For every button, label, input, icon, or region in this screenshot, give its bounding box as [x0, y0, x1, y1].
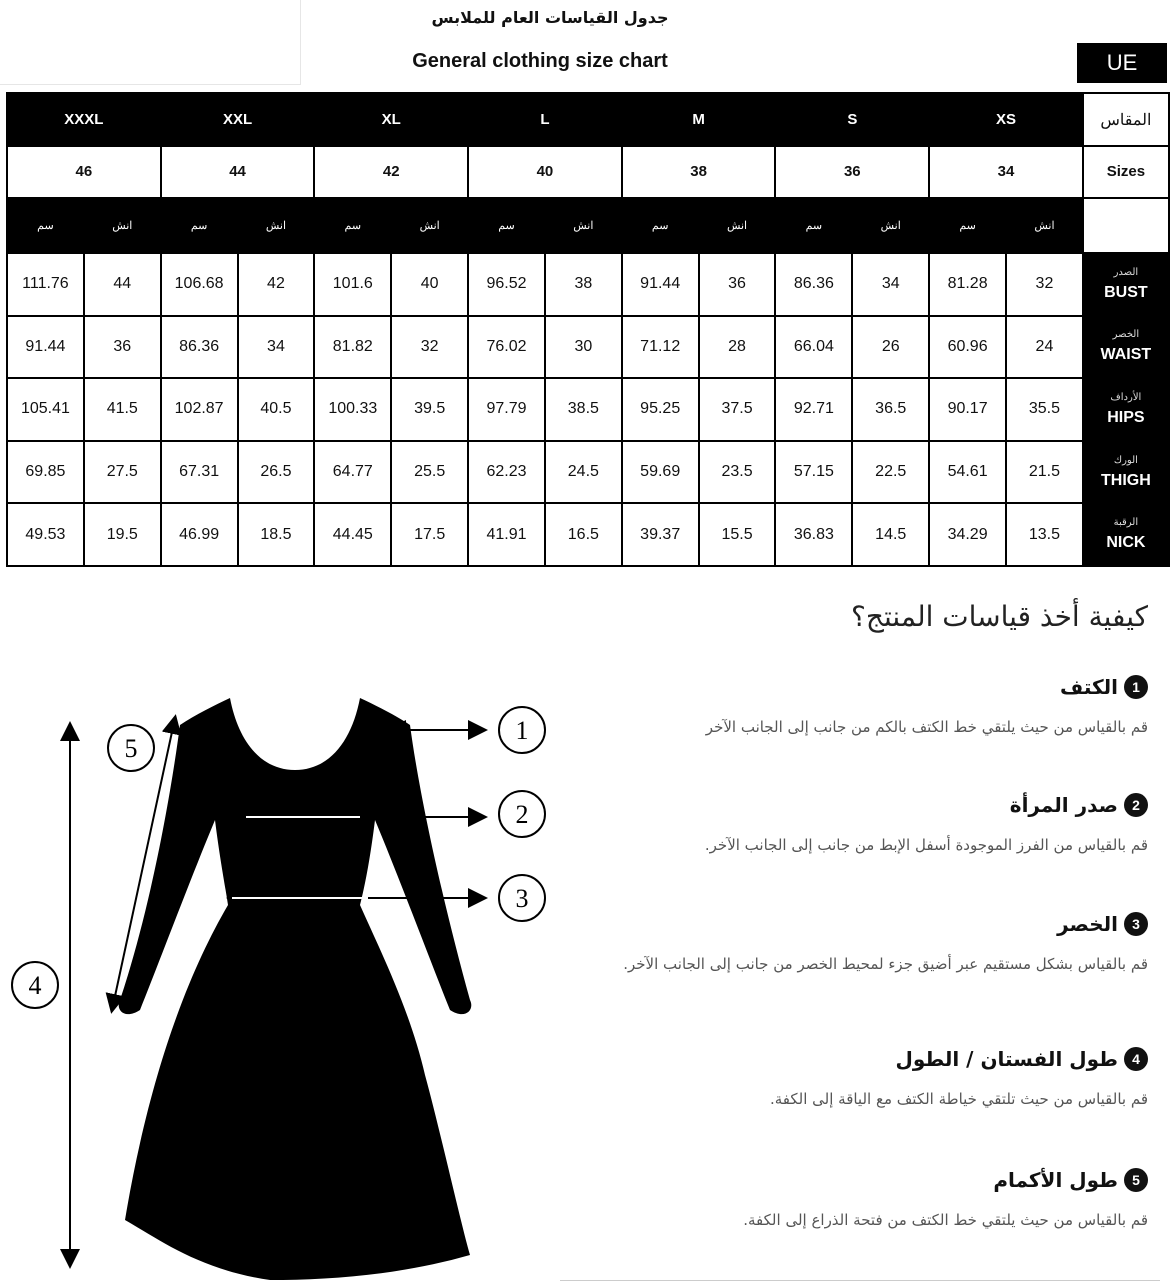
inch-value-cell: 18.5	[238, 503, 315, 566]
table-row-waist	[7, 316, 1169, 379]
table-row-thigh	[7, 441, 1169, 504]
inch-value-cell: 24.5	[545, 441, 622, 504]
inch-value-cell: 38.5	[545, 378, 622, 441]
blank-corner-box	[0, 0, 301, 85]
inch-value-cell: 39.5	[391, 378, 468, 441]
size-header-cell: S	[775, 93, 929, 146]
inch-value-cell: 36.5	[852, 378, 929, 441]
size-label-cell: المقاس	[1083, 93, 1169, 146]
cm-value-cell: 49.53	[7, 503, 84, 566]
cm-value-cell: 64.77	[314, 441, 391, 504]
howto-item-description: قم بالقياس من حيث يلتقي خط الكتف بالكم من جانب إلى الجانب الآخر	[705, 718, 1148, 736]
inch-value-cell: 17.5	[391, 503, 468, 566]
circle-label-2	[499, 791, 545, 837]
region-badge: UE	[1077, 43, 1167, 83]
cm-value-cell: 67.31	[161, 441, 238, 504]
measure-label-ar: الورك	[1113, 454, 1138, 466]
measure-label-en: BUST	[1104, 283, 1148, 301]
unit-cm-cell: سم	[468, 198, 545, 253]
cm-value-cell: 95.25	[622, 378, 699, 441]
size-number-cell: 44	[161, 146, 315, 197]
inch-value-cell: 15.5	[699, 503, 776, 566]
size-number-cell: 40	[468, 146, 622, 197]
inch-value-cell: 34	[238, 316, 315, 379]
inch-value-cell: 30	[545, 316, 622, 379]
howto-item-description: قم بالقياس من الفرز الموجودة أسفل الإبط من جانب إلى الجانب الآخر.	[704, 836, 1148, 854]
unit-inch-cell: انش	[699, 198, 776, 253]
cm-value-cell: 92.71	[775, 378, 852, 441]
howto-item-2	[588, 793, 1148, 857]
unit-inch-cell: انش	[545, 198, 622, 253]
howto-item-title: الكتف	[1060, 675, 1118, 699]
inch-value-cell: 22.5	[852, 441, 929, 504]
cm-value-cell: 54.61	[929, 441, 1006, 504]
howto-item-4	[588, 1047, 1148, 1111]
unit-inch-cell: انش	[84, 198, 161, 253]
size-number-cell: 38	[622, 146, 776, 197]
inch-value-cell: 35.5	[1006, 378, 1083, 441]
howto-item-description: قم بالقياس من حيث يلتقي خط الكتف من فتحة الذراع إلى الكفة.	[743, 1211, 1148, 1229]
svg-text:5: 5	[124, 734, 138, 763]
measure-label-en: NICK	[1106, 534, 1146, 552]
inch-value-cell: 32	[1006, 253, 1083, 316]
howto-item-header	[588, 675, 1148, 699]
table-row-units	[7, 198, 1169, 253]
cm-value-cell: 90.17	[929, 378, 1006, 441]
number-badge-icon: 3	[1124, 912, 1148, 936]
table-row-hips	[7, 378, 1169, 441]
circle-label-4	[12, 962, 58, 1008]
svg-text:3: 3	[515, 884, 529, 913]
measure-label-ar: الرقبة	[1113, 517, 1139, 529]
cm-value-cell: 96.52	[468, 253, 545, 316]
unit-cm-cell: سم	[7, 198, 84, 253]
unit-cm-cell: سم	[775, 198, 852, 253]
unit-cm-cell: سم	[929, 198, 1006, 253]
cm-value-cell: 71.12	[622, 316, 699, 379]
cm-value-cell: 86.36	[775, 253, 852, 316]
inch-value-cell: 25.5	[391, 441, 468, 504]
howto-item-header	[588, 1047, 1148, 1071]
howto-item-1	[588, 675, 1148, 739]
inch-value-cell: 19.5	[84, 503, 161, 566]
unit-inch-cell: انش	[852, 198, 929, 253]
size-header-cell: XL	[314, 93, 468, 146]
circle-label-5	[108, 725, 154, 771]
inch-value-cell: 14.5	[852, 503, 929, 566]
sizes-label-cell: Sizes	[1083, 146, 1169, 197]
divider-line	[560, 1280, 1160, 1281]
table-row-bust	[7, 253, 1169, 316]
inch-value-cell: 28	[699, 316, 776, 379]
inch-value-cell: 32	[391, 316, 468, 379]
size-number-cell: 42	[314, 146, 468, 197]
dress-measurement-diagram	[0, 680, 570, 1280]
inch-value-cell: 34	[852, 253, 929, 316]
size-header-cell: L	[468, 93, 622, 146]
size-number-cell: 46	[7, 146, 161, 197]
inch-value-cell: 27.5	[84, 441, 161, 504]
measure-label-en: WAIST	[1100, 346, 1152, 364]
inch-value-cell: 13.5	[1006, 503, 1083, 566]
circle-label-3	[499, 875, 545, 921]
table-row-size-names	[7, 93, 1169, 146]
cm-value-cell: 91.44	[7, 316, 84, 379]
inch-value-cell: 40	[391, 253, 468, 316]
chart-title-english: General clothing size chart	[412, 50, 668, 72]
inch-value-cell: 16.5	[545, 503, 622, 566]
number-badge-icon: 1	[1124, 675, 1148, 699]
howto-item-header	[588, 912, 1148, 936]
circle-label-1	[499, 707, 545, 753]
inch-value-cell: 44	[84, 253, 161, 316]
unit-inch-cell: انش	[1006, 198, 1083, 253]
howto-item-description: قم بالقياس بشكل مستقيم عبر أضيق جزء لمحيط الخصر من جانب إلى الجانب الآخر.	[623, 955, 1148, 973]
cm-value-cell: 62.23	[468, 441, 545, 504]
cm-value-cell: 81.28	[929, 253, 1006, 316]
inch-value-cell: 26	[852, 316, 929, 379]
cm-value-cell: 91.44	[622, 253, 699, 316]
measure-label-cell	[1083, 441, 1169, 504]
inch-value-cell: 41.5	[84, 378, 161, 441]
size-number-cell: 36	[775, 146, 929, 197]
measure-label-cell	[1083, 378, 1169, 441]
inch-value-cell: 36	[84, 316, 161, 379]
measure-label-ar: الصدر	[1113, 266, 1139, 278]
number-badge-icon: 4	[1124, 1047, 1148, 1071]
measure-label-cell	[1083, 253, 1169, 316]
inch-value-cell: 21.5	[1006, 441, 1083, 504]
cm-value-cell: 101.6	[314, 253, 391, 316]
howto-item-header	[588, 793, 1148, 817]
inch-value-cell: 24	[1006, 316, 1083, 379]
measure-label-ar: الخصر	[1112, 329, 1140, 341]
unit-cm-cell: سم	[314, 198, 391, 253]
size-header-cell: XXL	[161, 93, 315, 146]
size-chart-table	[6, 92, 1168, 567]
cm-value-cell: 102.87	[161, 378, 238, 441]
unit-cm-cell: سم	[161, 198, 238, 253]
cm-value-cell: 60.96	[929, 316, 1006, 379]
table-row-nick	[7, 503, 1169, 566]
cm-value-cell: 59.69	[622, 441, 699, 504]
cm-value-cell: 44.45	[314, 503, 391, 566]
howto-item-title: الخصر	[1057, 912, 1118, 936]
inch-value-cell: 38	[545, 253, 622, 316]
unit-inch-cell: انش	[391, 198, 468, 253]
empty-label-cell	[1083, 198, 1169, 253]
cm-value-cell: 57.15	[775, 441, 852, 504]
table-row-size-numbers	[7, 146, 1169, 197]
howto-item-header	[588, 1168, 1148, 1192]
size-header-cell: XS	[929, 93, 1083, 146]
howto-item-5	[588, 1168, 1148, 1232]
cm-value-cell: 86.36	[161, 316, 238, 379]
howto-title: كيفية أخذ قياسات المنتج؟	[851, 600, 1148, 633]
cm-value-cell: 46.99	[161, 503, 238, 566]
cm-value-cell: 76.02	[468, 316, 545, 379]
cm-value-cell: 69.85	[7, 441, 84, 504]
unit-cm-cell: سم	[622, 198, 699, 253]
size-header-cell: M	[622, 93, 776, 146]
howto-item-title: طول الفستان / الطول	[895, 1047, 1118, 1071]
measure-label-en: HIPS	[1107, 408, 1145, 426]
cm-value-cell: 39.37	[622, 503, 699, 566]
cm-value-cell: 111.76	[7, 253, 84, 316]
svg-text:4: 4	[28, 971, 42, 1000]
howto-item-title: صدر المرأة	[1009, 793, 1118, 817]
inch-value-cell: 26.5	[238, 441, 315, 504]
cm-value-cell: 97.79	[468, 378, 545, 441]
cm-value-cell: 41.91	[468, 503, 545, 566]
measure-label-ar: الأرداف	[1110, 391, 1142, 403]
cm-value-cell: 100.33	[314, 378, 391, 441]
cm-value-cell: 36.83	[775, 503, 852, 566]
measure-label-en: THIGH	[1100, 471, 1151, 489]
inch-value-cell: 23.5	[699, 441, 776, 504]
inch-value-cell: 40.5	[238, 378, 315, 441]
svg-text:2: 2	[515, 800, 529, 829]
cm-value-cell: 106.68	[161, 253, 238, 316]
chart-title-arabic: جدول القياسات العام للملابس	[431, 8, 669, 27]
measure-label-cell	[1083, 316, 1169, 379]
unit-inch-cell: انش	[238, 198, 315, 253]
cm-value-cell: 81.82	[314, 316, 391, 379]
svg-text:1: 1	[515, 716, 529, 745]
measure-label-cell	[1083, 503, 1169, 566]
dress-silhouette	[119, 698, 472, 1280]
cm-value-cell: 34.29	[929, 503, 1006, 566]
cm-value-cell: 105.41	[7, 378, 84, 441]
howto-item-title: طول الأكمام	[993, 1168, 1118, 1192]
howto-item-description: قم بالقياس من حيث تلتقي خياطة الكتف مع الياقة إلى الكفة.	[769, 1090, 1148, 1108]
number-badge-icon: 2	[1124, 793, 1148, 817]
howto-item-3	[588, 912, 1148, 976]
inch-value-cell: 37.5	[699, 378, 776, 441]
number-badge-icon: 5	[1124, 1168, 1148, 1192]
inch-value-cell: 42	[238, 253, 315, 316]
size-number-cell: 34	[929, 146, 1083, 197]
inch-value-cell: 36	[699, 253, 776, 316]
cm-value-cell: 66.04	[775, 316, 852, 379]
size-header-cell: XXXL	[7, 93, 161, 146]
